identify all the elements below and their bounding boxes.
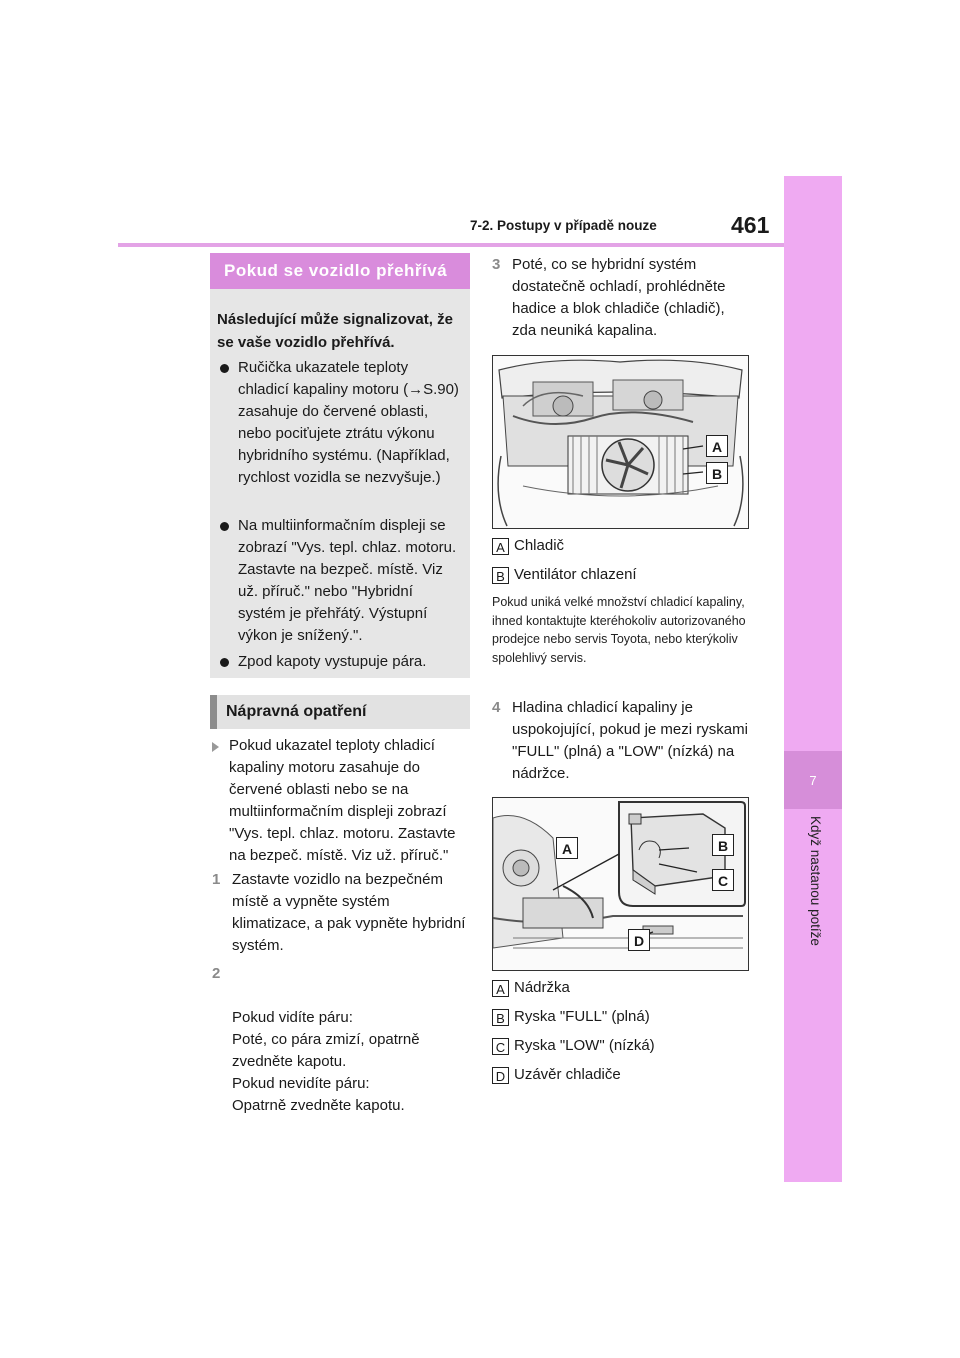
chapter-title: Když nastanou potíže [808,816,823,946]
step-text: Zastavte vozidlo na bezpečném místě a vypněte systém klimatizace, a pak vypněte hybridní systém. [232,871,466,954]
legend-key: B [492,567,509,584]
leak-note: Pokud uniká velké množství chladicí kapaliny, ihned kontaktujte kteréhokoliv autorizovaného prodejce nebo servis Toyota, nebo kterýkoliv spolehlivý servis. [492,595,746,665]
step-text: Pokud vidíte páru: Poté, co pára zmizí, opatrně zvedněte kapotu. Pokud nevidíte páru: Opatrně zvedněte kapotu. [232,1009,420,1114]
callout-b: B [712,834,734,856]
step-3 [492,254,752,342]
step-number: 1 [212,871,221,888]
chapter-tab-strip [784,176,842,1182]
step-2 [212,963,470,1139]
legend-row [492,1065,621,1085]
legend-row [492,1036,655,1056]
engine-bay-illustration [492,355,749,529]
callout-c: C [712,869,734,891]
legend-row [492,1007,650,1027]
remedy-section-title: Nápravná opatření [210,695,470,729]
reservoir-drawing [493,798,748,970]
step-number: 2 [212,965,221,982]
callout-a: A [556,837,578,859]
legend-row [492,978,570,998]
list-item [217,357,462,489]
step-4 [492,697,752,785]
callout-a: A [706,435,728,457]
legend-row [492,565,637,585]
legend-key: C [492,1038,509,1055]
overheat-lead: Následující může signalizovat, že se vaše vozidlo přehřívá. [217,311,453,351]
triangle-arrow-icon [212,742,219,752]
legend-key: A [492,538,509,555]
bullet-text: Zpod kapoty vystupuje pára. [238,653,427,670]
step-number: 3 [492,256,501,273]
legend-row [492,536,564,556]
chapter-number: 7 [784,751,842,809]
legend-key: B [492,1009,509,1026]
callout-d: D [628,929,650,951]
list-item [217,651,462,673]
legend-text: Ryska "FULL" (plná) [514,1008,650,1025]
legend-text: Chladič [514,537,565,554]
bullet-icon [220,522,229,531]
bullet-text: Na multiinformačním displeji se zobrazí "Vys. tepl. chlaz. motoru. Zastavte na bezpeč. místě. Viz už. příruč." nebo "Hybridní systém je přehřátý. Výstupní výkon je snížený.". [238,517,457,644]
header-rule [118,243,784,247]
bullet-text: Ručička ukazatele teploty chladicí kapaliny motoru (→S.90) zasahuje do červené oblasti, nebo pociťujete ztrátu výkonu hybridního systému. (Například, rychlost vozidla se nezvyšuje.) [238,359,459,486]
step-text: Hladina chladicí kapaliny je uspokojující, pokud je mezi ryskami "FULL" (plná) a "LOW" (nízká) na nádržce. [512,699,748,782]
step-1 [212,869,470,957]
page-number: 461 [731,212,770,238]
legend-text: Ryska "LOW" (nízká) [514,1037,655,1054]
legend-key: D [492,1067,509,1084]
overheat-box-title: Pokud se vozidlo přehřívá [210,253,470,289]
step-text: Poté, co se hybridní systém dostatečně ochladí, prohlédněte hadice a blok chladiče (chladič), zda neuniká kapalina. [512,256,726,339]
list-item [217,515,462,647]
step-number: 4 [492,699,501,716]
legend-key: A [492,980,509,997]
bullet-icon [220,658,229,667]
legend-text: Nádržka [514,979,570,996]
legend-text: Uzávěr chladiče [514,1066,621,1083]
callout-b: B [706,462,728,484]
section-title: 7-2. Postupy v případě nouze [470,218,657,233]
condition-item [212,735,470,867]
reservoir-illustration [492,797,749,971]
legend-text: Ventilátor chlazení [514,566,637,583]
bullet-icon [220,364,229,373]
condition-text: Pokud ukazatel teploty chladicí kapaliny motoru zasahuje do červené oblasti nebo se na multiinformačním displeji zobrazí "Vys. tepl. chlaz. motoru. Zastavte na bezpeč. místě. Viz už. příruč." [229,737,456,864]
